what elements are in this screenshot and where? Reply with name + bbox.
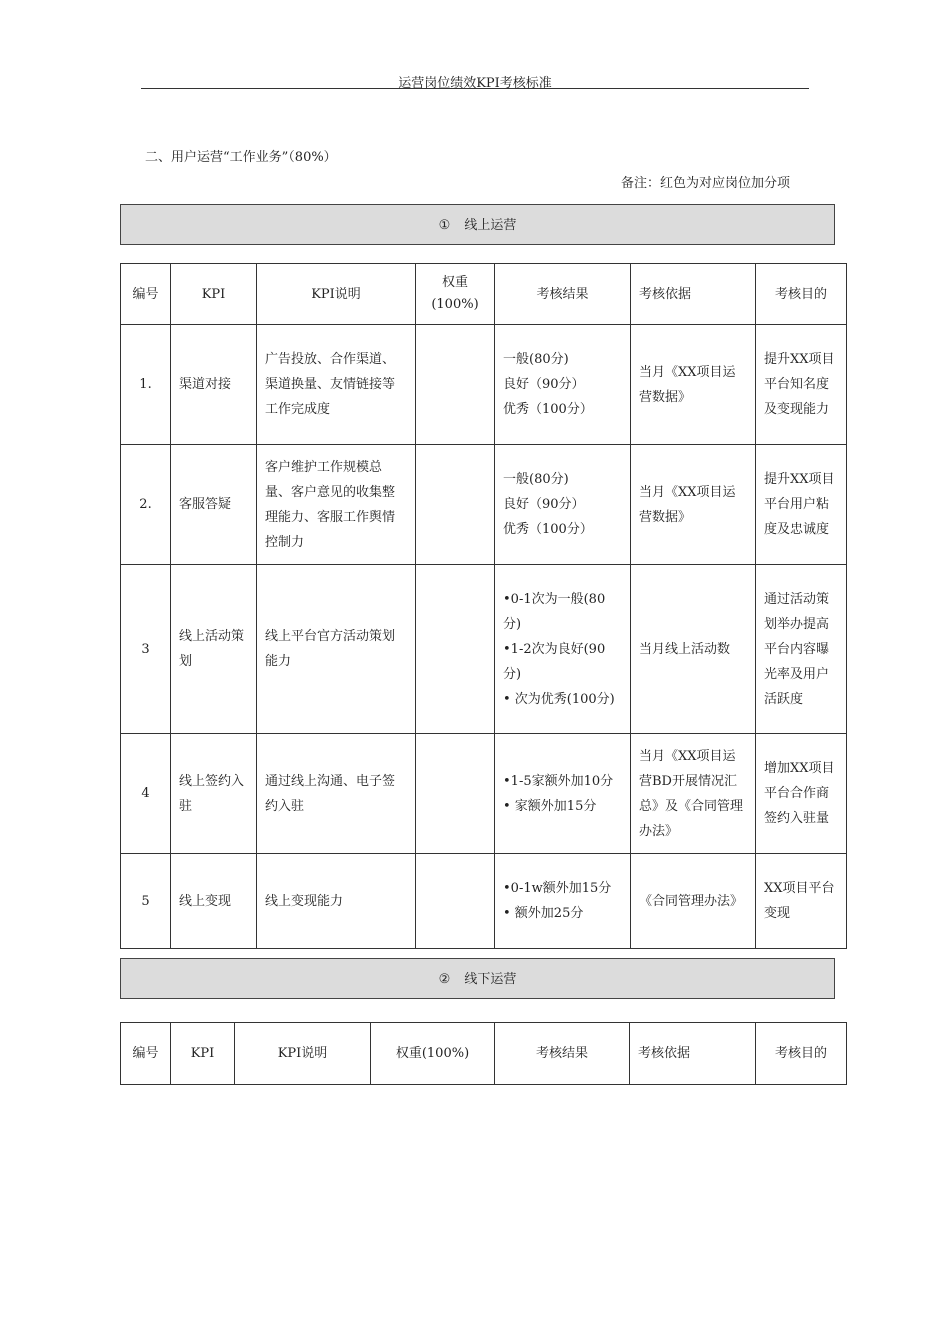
row-basis: 当月《XX项目运营BD开展情况汇总》及《合同管理办法》 (631, 734, 756, 854)
row-weight (416, 325, 495, 445)
row-kpi: 渠道对接 (171, 325, 257, 445)
row-result (495, 565, 631, 734)
header-desc: KPI说明 (235, 1023, 371, 1085)
row-basis: 当月《XX项目运营数据》 (631, 445, 756, 565)
table-row (121, 565, 847, 734)
row-result (495, 734, 631, 854)
header-kpi: KPI (171, 1023, 235, 1085)
header-basis: 考核依据 (631, 264, 756, 325)
row-basis: 当月《XX项目运营数据》 (631, 325, 756, 445)
header-weight (416, 264, 495, 325)
row-basis: 《合同管理办法》 (631, 854, 756, 949)
table-header-row (121, 1023, 847, 1085)
header-basis: 考核依据 (630, 1023, 756, 1085)
row-weight (416, 565, 495, 734)
header-desc: KPI说明 (257, 264, 416, 325)
row-kpi: 线上签约入驻 (171, 734, 257, 854)
result-line: 良好（90分） (503, 497, 585, 512)
header-result: 考核结果 (495, 1023, 630, 1085)
circled-number-2: ② (438, 972, 451, 987)
table-row (121, 854, 847, 949)
row-weight (416, 445, 495, 565)
row-purpose: 提升XX项目平台知名度及变现能力 (756, 325, 847, 445)
online-kpi-table (120, 263, 847, 949)
row-kpi: 线上变现 (171, 854, 257, 949)
row-result (495, 325, 631, 445)
row-num: 1. (121, 325, 171, 445)
result-line: 一般(80分) (503, 352, 569, 367)
row-num: 5 (121, 854, 171, 949)
result-line: • 家额外加15分 (503, 798, 597, 814)
row-weight (416, 854, 495, 949)
header-weight-line2: (100%) (431, 297, 479, 312)
row-desc: 广告投放、合作渠道、渠道换量、友情链接等工作完成度 (257, 325, 416, 445)
row-purpose: 通过活动策划举办提高平台内容曝光率及用户活跃度 (756, 565, 847, 734)
row-desc: 通过线上沟通、电子签约入驻 (257, 734, 416, 854)
header-purpose: 考核目的 (756, 264, 847, 325)
document-header-title: 运营岗位绩效KPI考核标准 (398, 76, 552, 91)
result-line: 一般(80分) (503, 472, 569, 487)
offline-ops-banner (120, 958, 835, 999)
header-num: 编号 (121, 264, 171, 325)
row-num: 3 (121, 565, 171, 734)
table-row (121, 445, 847, 565)
result-line: • 次为优秀(100分) (503, 691, 615, 707)
row-purpose: 提升XX项目平台用户粘度及忠诚度 (756, 445, 847, 565)
result-line: 良好（90分） (503, 377, 585, 392)
table-row (121, 325, 847, 445)
note-text: 备注：红色为对应岗位加分项 (621, 176, 791, 191)
header-purpose: 考核目的 (756, 1023, 847, 1085)
row-basis: 当月线上活动数 (631, 565, 756, 734)
offline-kpi-table (120, 1022, 847, 1085)
header-weight-line1: 权重 (441, 275, 468, 290)
row-desc: 客户维护工作规模总量、客户意见的收集整理能力、客服工作舆情控制力 (257, 445, 416, 565)
header-weight: 权重(100%) (371, 1023, 495, 1085)
row-result (495, 854, 631, 949)
row-result (495, 445, 631, 565)
row-num: 2. (121, 445, 171, 565)
offline-ops-label: 线下运营 (464, 972, 517, 987)
row-desc: 线上变现能力 (257, 854, 416, 949)
online-ops-banner (120, 204, 835, 245)
result-line: •0-1w额外加15分 (503, 881, 612, 896)
row-kpi: 线上活动策划 (171, 565, 257, 734)
header-num: 编号 (121, 1023, 171, 1085)
table-header-row (121, 264, 847, 325)
result-line: 优秀（100分） (503, 522, 593, 537)
table-row (121, 734, 847, 854)
row-desc: 线上平台官方活动策划能力 (257, 565, 416, 734)
row-purpose: 增加XX项目平台合作商签约入驻量 (756, 734, 847, 854)
row-kpi: 客服答疑 (171, 445, 257, 565)
header-result: 考核结果 (495, 264, 631, 325)
result-line: •1-2次为良好(90分) (503, 641, 606, 682)
result-line: •1-5家额外加10分 (503, 773, 614, 789)
header-rule (141, 88, 809, 89)
result-line: 优秀（100分） (503, 402, 593, 417)
section-title: 二、用户运营“工作业务”（80%） (145, 150, 337, 165)
row-weight (416, 734, 495, 854)
online-ops-label: 线上运营 (464, 218, 517, 233)
row-num: 4 (121, 734, 171, 854)
circled-number-1: ① (438, 218, 451, 233)
result-line: •0-1次为一般(80分) (503, 591, 606, 632)
header-kpi: KPI (171, 264, 257, 325)
result-line: • 额外加25分 (503, 906, 584, 921)
row-purpose: XX项目平台变现 (756, 854, 847, 949)
